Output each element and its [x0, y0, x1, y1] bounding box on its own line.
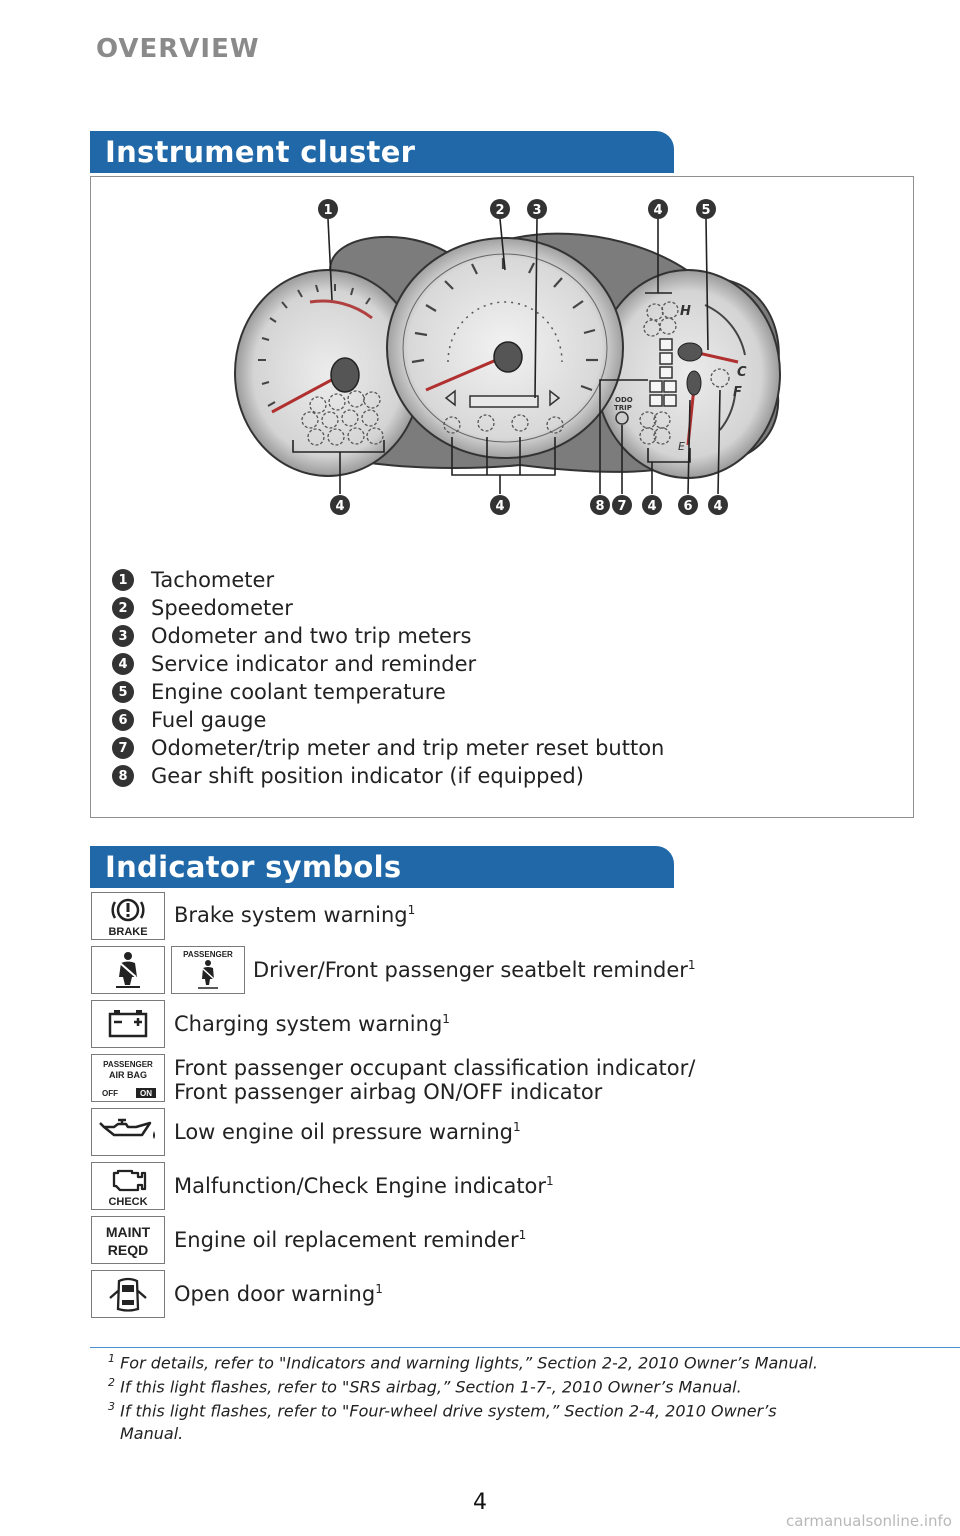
- instrument-cluster-illustration: [0, 0, 960, 560]
- legend-label: Gear shift position indicator (if equipped): [151, 764, 584, 788]
- gauge-full-mark: F: [733, 385, 742, 400]
- seatbelt-icon: [91, 946, 165, 994]
- footnote: $^1$ For details, refer to "Indicators and warning lights,” Section 2-2, 2010 Owner’s Manual.: [108, 1352, 818, 1373]
- legend-number: 7: [112, 737, 134, 759]
- callout-bottom-6: 6: [683, 499, 693, 514]
- legend-item: [112, 706, 266, 734]
- instrument-cluster-title: Instrument cluster: [90, 131, 674, 173]
- legend-item: [112, 678, 446, 706]
- gauge-hot-mark: H: [680, 304, 691, 319]
- maint-icon-text-2: REQD: [107, 1242, 149, 1258]
- callout-bottom-2: 4: [495, 499, 505, 514]
- gauge-cold-mark: C: [737, 365, 747, 380]
- legend-number: 8: [112, 765, 134, 787]
- legend-item: [112, 762, 584, 790]
- speedometer-gauge: [387, 238, 623, 458]
- callouts-bottom: [330, 495, 728, 515]
- airbag-icon-text-1: PASSENGER: [103, 1060, 153, 1069]
- footnote-divider: [90, 1347, 960, 1348]
- callout-bottom-4: 7: [617, 499, 627, 514]
- oil-can-icon: [91, 1108, 165, 1156]
- battery-icon: [91, 1000, 165, 1048]
- indicator-label: Front passenger occupant classification indicator/ Front passenger airbag ON/OFF indicator: [174, 1056, 696, 1104]
- watermark: carmanualsonline.info: [786, 1512, 952, 1530]
- check-engine-icon: [91, 1162, 165, 1210]
- indicator-label: Engine oil replacement reminder$^1$: [174, 1228, 527, 1252]
- footnote: $^3$ If this light flashes, refer to "Four-wheel drive system,” Section 2-4, 2010 Owner’s: [108, 1400, 777, 1421]
- indicator-label: Open door warning$^1$: [174, 1282, 383, 1306]
- callouts-top: [318, 199, 716, 219]
- footnote: $^2$ If this light flashes, refer to "SRS airbag,” Section 1-7-, 2010 Owner’s Manual.: [108, 1376, 742, 1397]
- open-door-icon: [91, 1270, 165, 1318]
- airbag-icon-text-2: AIR BAG: [109, 1070, 147, 1080]
- passenger-seatbelt-icon: [171, 946, 245, 994]
- airbag-icon: [91, 1054, 165, 1102]
- indicator-label: Malfunction/Check Engine indicator$^1$: [174, 1174, 554, 1198]
- callout-top-2: 2: [495, 203, 505, 218]
- legend-number: 4: [112, 653, 134, 675]
- legend-item: [112, 622, 471, 650]
- callout-top-3: 3: [532, 203, 542, 218]
- callout-top-5: 5: [701, 203, 711, 218]
- passenger-seatbelt-icon-text: PASSENGER: [183, 950, 233, 959]
- indicator-label: Charging system warning$^1$: [174, 1012, 450, 1036]
- fuel-temperature-gauge: [596, 270, 780, 478]
- check-engine-icon-text: CHECK: [108, 1196, 148, 1208]
- legend-number: 6: [112, 709, 134, 731]
- legend-number: 5: [112, 681, 134, 703]
- footnote-continuation: Manual.: [120, 1424, 184, 1443]
- legend-label: Odometer/trip meter and trip meter reset button: [151, 736, 665, 760]
- callout-top-1: 1: [323, 203, 333, 218]
- legend-label: Tachometer: [151, 568, 275, 592]
- odo-label: ODO: [615, 396, 633, 404]
- section-heading: OVERVIEW: [96, 34, 260, 64]
- legend-label: Speedometer: [151, 596, 293, 620]
- callout-bottom-1: 4: [335, 499, 345, 514]
- airbag-icon-off: OFF: [102, 1089, 118, 1098]
- legend-label: Engine coolant temperature: [151, 680, 446, 704]
- gauge-empty-mark: E: [678, 440, 685, 453]
- brake-icon-text: BRAKE: [108, 926, 148, 938]
- indicator-label: Driver/Front passenger seatbelt reminder$^1$: [253, 958, 696, 982]
- legend-item: [112, 734, 664, 762]
- maint-icon-text-1: MAINT: [105, 1224, 151, 1240]
- legend-number: 1: [112, 569, 134, 591]
- legend-label: Odometer and two trip meters: [151, 624, 472, 648]
- indicator-label: Low engine oil pressure warning$^1$: [174, 1120, 521, 1144]
- page-number: 4: [473, 1490, 487, 1515]
- legend-item: [112, 594, 293, 622]
- trip-label: TRIP: [614, 404, 632, 412]
- legend-number: 2: [112, 597, 134, 619]
- legend-label: Service indicator and reminder: [151, 652, 477, 676]
- legend-number: 3: [112, 625, 134, 647]
- airbag-icon-on: ON: [140, 1089, 152, 1098]
- legend-label: Fuel gauge: [151, 708, 267, 732]
- callout-bottom-7: 4: [713, 499, 723, 514]
- callout-bottom-5: 4: [647, 499, 657, 514]
- indicator-symbols-title: Indicator symbols: [90, 846, 674, 888]
- callout-top-4: 4: [653, 203, 663, 218]
- callout-bottom-3: 8: [595, 499, 605, 514]
- legend-item: [112, 566, 274, 594]
- maint-reqd-icon: [91, 1216, 165, 1264]
- brake-warning-icon: [91, 892, 165, 940]
- indicator-label: Brake system warning$^1$: [174, 903, 416, 927]
- legend-item: [112, 650, 476, 678]
